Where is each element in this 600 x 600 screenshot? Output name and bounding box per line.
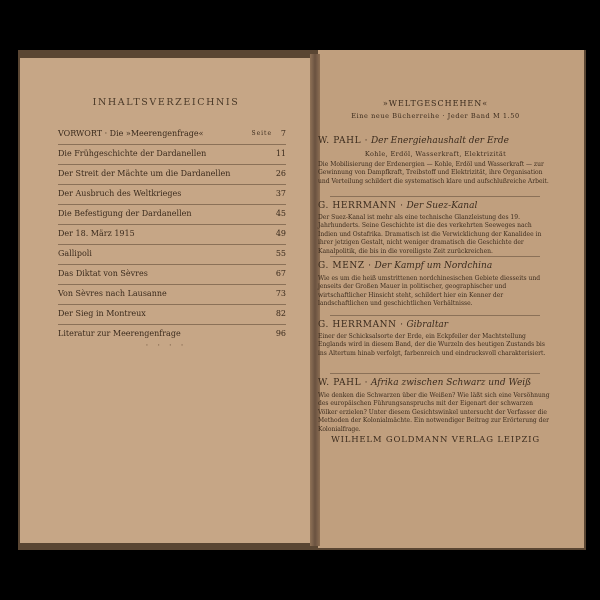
book-description: Wie denken die Schwarzen über die Weißen? Wie läßt sich eine Versöhnung des europäischen Führungsanspruchs mit der Eigenart der schwarzen Völker erzielen? Unter diesem Gesichtswinkel untersucht der Verfasser die Methoden der Kolonialmächte. Ein notwendiger Beitrag zur Erörterung der Kolonialfrage. (318, 392, 550, 433)
toc-entry-title: Gallipoli (58, 249, 92, 258)
book-heading (318, 261, 553, 272)
book-title: Afrika zwischen Schwarz und Weiß (370, 378, 532, 388)
toc-entry (58, 245, 286, 265)
toc-entry-page: 67 (275, 269, 286, 278)
toc-entry-title: Das Diktat von Sèvres (58, 269, 148, 278)
divider (330, 196, 540, 197)
toc-entry (58, 265, 286, 285)
toc-entry-title: Der 18. März 1915 (58, 229, 135, 238)
book-heading (318, 136, 553, 147)
book-heading (318, 378, 553, 389)
book-title: Der Kampf um Nordchina (374, 261, 493, 271)
toc-entry (58, 285, 286, 305)
toc-entry (58, 185, 286, 205)
book-description: Die Mobilisierung der Erdenergien — Kohle, Erdöl und Wasserkraft — zur Gewinnung von Dampfkraft, Treibstoff und Elektrizität, ihre Organisation und Verteilung schildert die systematisch klare und aufschlußreiche Arbeit. (318, 161, 549, 185)
toc-entry-title: Literatur zur Meerengenfrage (58, 329, 181, 338)
toc-list (58, 125, 286, 344)
series-subtitle: Eine neue Bücherreihe · Jeder Band M 1.50 (351, 112, 520, 120)
toc-entry (58, 225, 286, 245)
toc-entry-title: Die Befestigung der Dardanellen (58, 209, 192, 218)
book-description: Wie es um die heiß umstrittenen nordchinesischen Gebiete diesseits und jenseits der Großen Mauer in politischer, geographischer und wirtschaftlicher Hinsicht steht, schildert hier ein Kenner der landschaftlichen und geschichtlichen Verhältnisse. (318, 275, 541, 308)
book-title: Der Energiehaushalt der Erde (370, 136, 509, 146)
toc-entry-page: 7 (280, 129, 286, 138)
divider (330, 256, 540, 257)
toc-entry-page: 49 (275, 229, 286, 238)
book-description: Einer der Schicksalsorte der Erde, ein Eckpfeiler der Machtstellung Englands wird in diesem Band, der die Wurzeln des heutigen Zustands bis ins Altertum hinab verfolgt, farbenreich und eindrucksvoll charakterisiert. (318, 333, 546, 357)
toc-entry-title: Der Streit der Mächte um die Dardanellen (58, 169, 231, 178)
toc-entry-page: 26 (275, 169, 286, 178)
book-author: W. PAHL · (318, 136, 369, 146)
divider (330, 373, 540, 374)
book-heading (318, 201, 553, 212)
toc-entry-title: Die Frühgeschichte der Dardanellen (58, 149, 207, 158)
toc-entry-title: Der Ausbruch des Weltkrieges (58, 189, 182, 198)
book-author: W. PAHL · (318, 378, 369, 388)
toc-entry (58, 165, 286, 185)
book-author: G. HERRMANN · (318, 201, 404, 211)
toc-title: INHALTSVERZEICHNIS (92, 97, 240, 108)
toc-entry-page: 82 (275, 309, 286, 318)
book-description: Der Suez-Kanal ist mehr als eine technische Glanzleistung des 19. Jahrhunderts. Seine Geschichte ist die des verkehrten Seeweges nach Indien und Ostafrika. Dramatisch ist die Verwicklichung der Kanalidee in ihrer jetzigen Gestalt, nicht weniger dramatisch die Geschichte der Kanalpolitik, die bis in die voreiligste Zeit zurückreichen. (318, 214, 542, 255)
toc-entry-page: 37 (275, 189, 286, 198)
book-title: Gibraltar (406, 320, 449, 330)
divider (330, 315, 540, 316)
book-author: G. MENZ · (318, 261, 372, 271)
toc-entry (58, 205, 286, 225)
book-title: Der Suez-Kanal (406, 201, 478, 211)
toc-entry-page: 55 (275, 249, 286, 258)
publisher-imprint: WILHELM GOLDMANN VERLAG LEIPZIG (331, 435, 540, 445)
toc-entry-title: Von Sèvres nach Lausanne (58, 289, 167, 298)
toc-entry-page: 96 (275, 329, 286, 338)
toc-entry-title: VORWORT · Die »Meerengenfrage« (58, 129, 204, 138)
toc-seite-label: Seite (251, 130, 272, 137)
toc-entry-page: 11 (275, 149, 286, 158)
book-subtitle: Kohle, Erdöl, Wasserkraft, Elektrizität (364, 150, 507, 158)
toc-entry (58, 145, 286, 165)
book-heading (318, 320, 553, 331)
toc-end-ornament: · · · · (145, 341, 187, 351)
book-author: G. HERRMANN · (318, 320, 404, 330)
series-title: »WELTGESCHEHEN« (382, 99, 489, 108)
toc-entry (58, 125, 286, 145)
toc-entry (58, 305, 286, 325)
toc-entry-page: 45 (275, 209, 286, 218)
toc-entry-page: 73 (275, 289, 286, 298)
toc-entry-title: Der Sieg in Montreux (58, 309, 146, 318)
